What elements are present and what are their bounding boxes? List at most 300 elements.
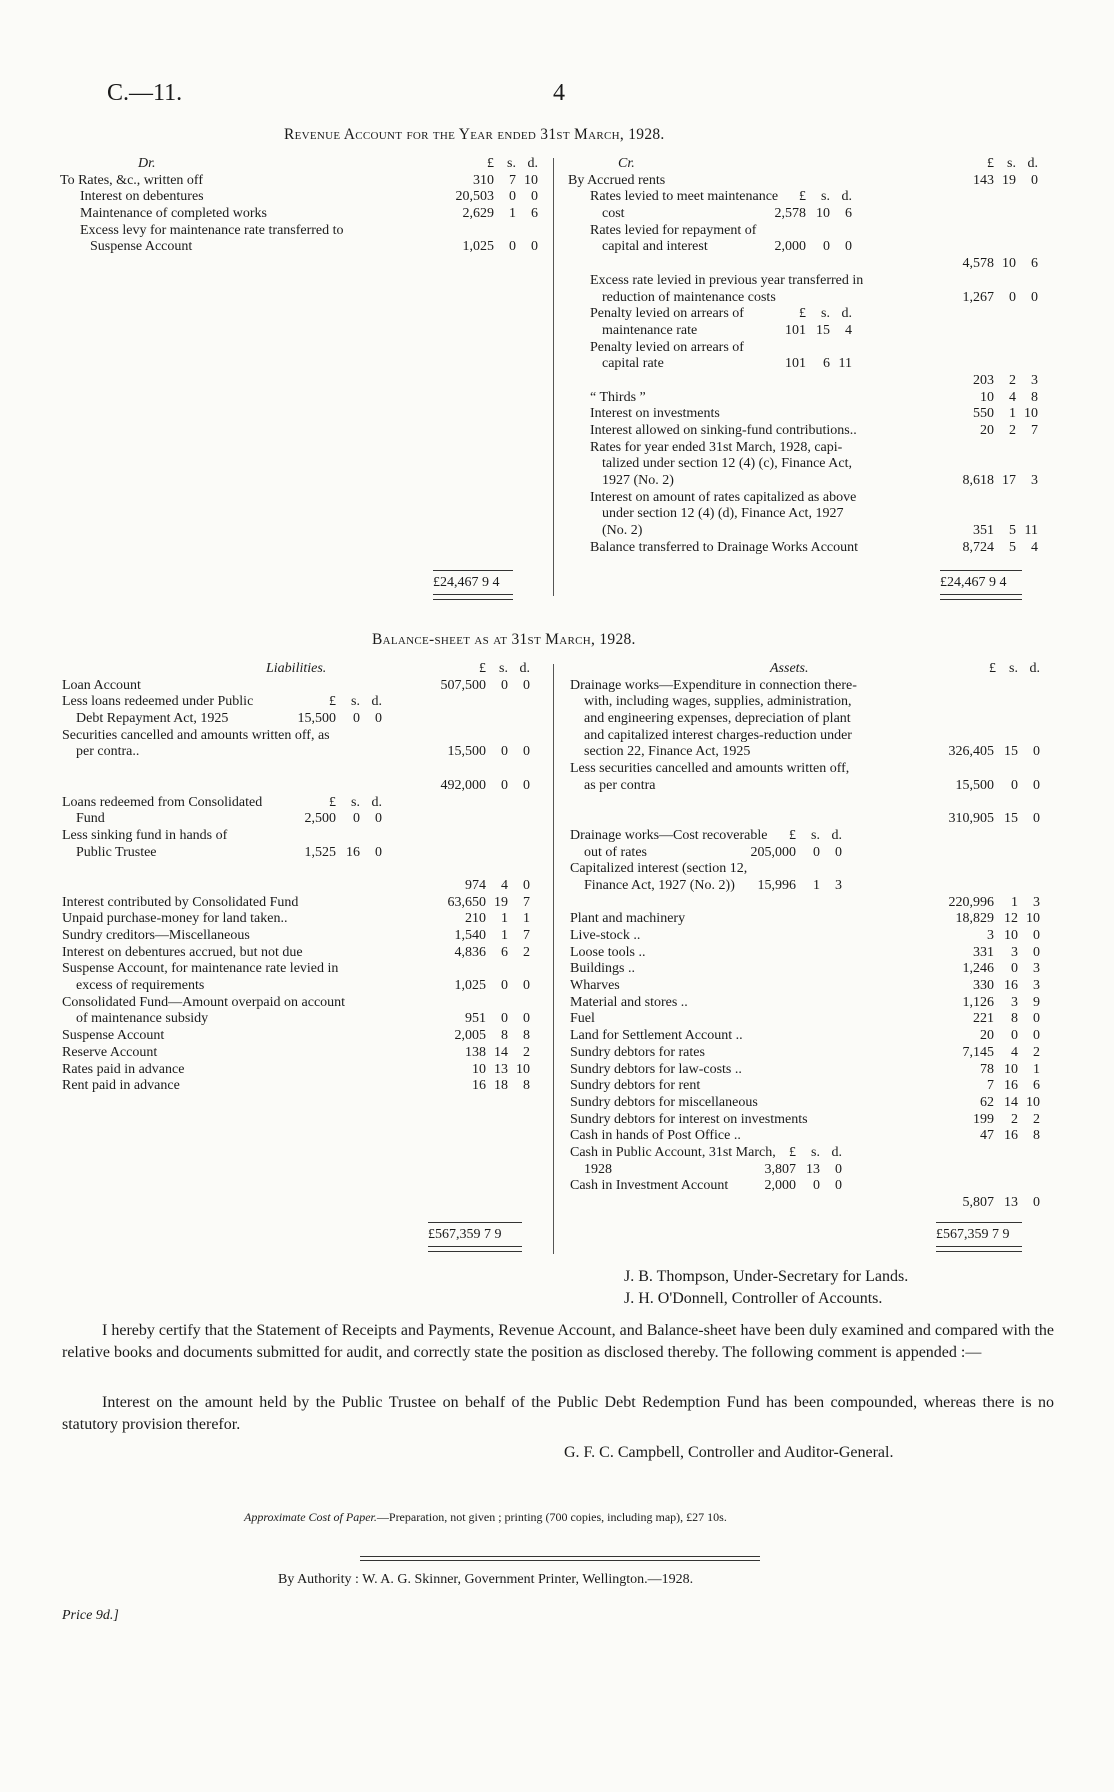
credit-heading: Cr. bbox=[618, 156, 635, 171]
row-label: Fuel bbox=[570, 1011, 595, 1027]
assets-column bbox=[570, 661, 1056, 1212]
row-label: Finance Act, 1927 (No. 2)) bbox=[584, 877, 735, 893]
total-double-rule bbox=[936, 1246, 1022, 1252]
row-label: with, including wages, supplies, administration, bbox=[584, 694, 852, 710]
inner-pounds: £ bbox=[329, 794, 336, 810]
ledger-row bbox=[570, 711, 1056, 728]
amount-pounds: 143 bbox=[973, 172, 994, 188]
amount-pounds: 550 bbox=[973, 406, 994, 422]
ledger-row bbox=[570, 911, 1056, 928]
ledger-row bbox=[570, 895, 1056, 912]
amount-pounds: 1,267 bbox=[962, 289, 994, 305]
row-label: Less sinking fund in hands of bbox=[62, 827, 228, 843]
row-label: Rent paid in advance bbox=[62, 1078, 180, 1094]
inner-pounds: 15,996 bbox=[757, 877, 796, 893]
row-label: of maintenance subsidy bbox=[76, 1011, 209, 1027]
amount-pence: 8 bbox=[1031, 389, 1038, 405]
inner-pounds: 2,500 bbox=[304, 811, 336, 827]
row-label: Securities cancelled and amounts written off, as bbox=[62, 727, 330, 743]
amount-pence: 10 bbox=[516, 1061, 530, 1077]
inner-pounds: 2,578 bbox=[774, 206, 806, 222]
amount-shillings: 3 bbox=[1011, 944, 1018, 960]
ledger-row bbox=[568, 473, 1054, 490]
row-label: Interest on debentures bbox=[80, 189, 204, 205]
ledger-row bbox=[568, 173, 1054, 190]
amount-shillings: 5 bbox=[1009, 539, 1016, 555]
row-label: Maintenance of completed works bbox=[80, 206, 267, 222]
amount-shillings: 0 bbox=[509, 239, 516, 255]
inner-shillings: 13 bbox=[806, 1161, 820, 1177]
total-double-rule bbox=[428, 1246, 522, 1252]
amount-pence: 10 bbox=[524, 172, 538, 188]
row-label: Interest contributed by Consolidated Fund bbox=[62, 894, 299, 910]
ledger-row bbox=[62, 878, 548, 895]
amount-pence: 7 bbox=[523, 928, 530, 943]
row-label: Interest on amount of rates capitalized as above bbox=[590, 489, 857, 505]
ledger-row bbox=[570, 945, 1056, 962]
row-label: as per contra bbox=[584, 777, 656, 793]
ledger-row bbox=[568, 323, 1054, 340]
document-code: C.—11. bbox=[107, 80, 183, 106]
row-label: Reserve Account bbox=[62, 1044, 158, 1060]
amount-shillings: 7 bbox=[509, 172, 516, 188]
amount-shillings: 0 bbox=[501, 978, 508, 994]
assets-heading: Assets. bbox=[770, 661, 809, 676]
ledger-row bbox=[568, 206, 1054, 223]
row-label: reduction of maintenance costs bbox=[602, 289, 776, 305]
price: Price 9d.] bbox=[62, 1608, 119, 1623]
row-label: Fund bbox=[76, 811, 105, 827]
amount-shillings: 5 bbox=[1009, 523, 1016, 539]
inner-pence: 3 bbox=[835, 877, 842, 893]
row-label: Cash in Investment Account bbox=[570, 1178, 729, 1194]
row-label: Public Trustee bbox=[76, 844, 157, 860]
ledger-row bbox=[570, 995, 1056, 1012]
amount-shillings: 14 bbox=[1004, 1094, 1018, 1110]
amount-shillings: 0 bbox=[1011, 961, 1018, 977]
amount-pence: 0 bbox=[1033, 928, 1040, 943]
amount-pence: 0 bbox=[523, 744, 530, 760]
row-label: Interest on investments bbox=[590, 406, 720, 422]
row-label: Rates levied for repayment of bbox=[590, 222, 757, 238]
certificate-paragraph: I hereby certify that the Statement of Receipts and Payments, Revenue Account, and Balance-sheet have been duly examined and compared with the relative books and documents submitted for audit, and correctly state the position as disclosed thereby. The following comment is appended :— bbox=[62, 1322, 1054, 1361]
col-shillings: s. bbox=[1007, 156, 1016, 171]
amount-pounds: 1,025 bbox=[462, 239, 494, 255]
amount-pounds: 138 bbox=[465, 1044, 486, 1060]
amount-pounds: 7 bbox=[987, 1078, 994, 1094]
amount-pence: 6 bbox=[531, 206, 538, 222]
inner-pence: 0 bbox=[375, 711, 382, 727]
row-label: (No. 2) bbox=[602, 523, 643, 539]
row-label: Suspense Account bbox=[62, 1028, 165, 1044]
col-pounds: £ bbox=[987, 156, 994, 171]
inner-shillings: 1 bbox=[813, 877, 820, 893]
inner-pounds: £ bbox=[799, 189, 806, 205]
amount-pence: 0 bbox=[523, 877, 530, 893]
liabilities-heading: Liabilities. bbox=[266, 661, 327, 676]
ledger-row bbox=[568, 356, 1054, 373]
amount-shillings: 0 bbox=[1011, 777, 1018, 793]
amount-shillings: 0 bbox=[509, 189, 516, 205]
ledger-row bbox=[570, 1028, 1056, 1045]
amount-pence: 0 bbox=[1033, 811, 1040, 827]
ledger-row bbox=[568, 390, 1054, 407]
amount-pence: 0 bbox=[1033, 1011, 1040, 1027]
ledger-row bbox=[62, 761, 548, 778]
inner-pence: 0 bbox=[835, 1178, 842, 1194]
total-rule bbox=[940, 570, 1022, 571]
amount-shillings: 19 bbox=[494, 894, 508, 910]
amount-shillings: 16 bbox=[1004, 1128, 1018, 1144]
amount-pounds: 8,618 bbox=[962, 473, 994, 489]
amount-pounds: 4,578 bbox=[962, 256, 994, 272]
column-divider bbox=[553, 158, 554, 596]
amount-shillings: 12 bbox=[1004, 911, 1018, 927]
row-label: Suspense Account, for maintenance rate levied in bbox=[62, 961, 339, 977]
ledger-row bbox=[62, 895, 548, 912]
amount-pence: 0 bbox=[1033, 1195, 1040, 1210]
amount-pence: 8 bbox=[523, 1028, 530, 1044]
col-pence: d. bbox=[519, 661, 530, 676]
ledger-row bbox=[570, 878, 1056, 895]
amount-pence: 8 bbox=[1033, 1128, 1040, 1144]
page-number: 4 bbox=[553, 80, 565, 106]
ledger-row bbox=[568, 406, 1054, 423]
amount-pence: 3 bbox=[1033, 894, 1040, 910]
row-label: Loan Account bbox=[62, 677, 141, 693]
row-label: To Rates, &c., written off bbox=[60, 172, 204, 188]
ledger-row bbox=[570, 795, 1056, 812]
inner-shillings: 0 bbox=[353, 811, 360, 827]
inner-shillings: 16 bbox=[346, 844, 360, 860]
cost-of-paper-note bbox=[244, 1510, 727, 1525]
ledger-row bbox=[568, 456, 1054, 473]
ledger-row bbox=[570, 694, 1056, 711]
ledger-row bbox=[570, 1011, 1056, 1028]
inner-pence: 0 bbox=[845, 239, 852, 255]
amount-pounds: 331 bbox=[973, 944, 994, 960]
inner-pence: 6 bbox=[845, 206, 852, 222]
inner-pounds: 1,525 bbox=[304, 844, 336, 860]
amount-shillings: 2 bbox=[1009, 423, 1016, 438]
amount-shillings: 17 bbox=[1002, 473, 1016, 489]
row-label: Rates paid in advance bbox=[62, 1061, 185, 1077]
amount-pounds: 15,500 bbox=[447, 744, 486, 760]
amount-pounds: 351 bbox=[973, 523, 994, 539]
amount-shillings: 0 bbox=[501, 744, 508, 760]
row-label: per contra.. bbox=[76, 744, 140, 760]
amount-pence: 10 bbox=[1026, 911, 1040, 927]
inner-pounds: 205,000 bbox=[750, 844, 796, 860]
amount-shillings: 4 bbox=[1011, 1044, 1018, 1060]
row-label: Interest allowed on sinking-fund contributions.. bbox=[590, 423, 857, 438]
ledger-row bbox=[570, 845, 1056, 862]
amount-pounds: 8,724 bbox=[962, 539, 994, 555]
amount-shillings: 15 bbox=[1004, 744, 1018, 760]
ledger-row bbox=[62, 678, 548, 695]
inner-pence: d. bbox=[841, 189, 852, 205]
amount-pounds: 326,405 bbox=[948, 744, 994, 760]
amount-pence: 2 bbox=[1033, 1044, 1040, 1060]
amount-shillings: 14 bbox=[494, 1044, 508, 1060]
row-label: section 22, Finance Act, 1925 bbox=[584, 744, 751, 760]
amount-pounds: 20 bbox=[980, 423, 994, 438]
amount-pounds: 3 bbox=[987, 928, 994, 943]
comment-paragraph: Interest on the amount held by the Public Trustee on behalf of the Public Debt Redemption Fund has been compounded, whereas there is no statutory provision therefor. bbox=[62, 1394, 1054, 1433]
row-label: Loans redeemed from Consolidated bbox=[62, 794, 263, 810]
ledger-row bbox=[62, 811, 548, 828]
ledger-row bbox=[570, 728, 1056, 745]
row-label: Drainage works—Expenditure in connection there- bbox=[570, 677, 857, 693]
ledger-row bbox=[60, 189, 546, 206]
cost-label: Approximate Cost of Paper. bbox=[244, 1510, 377, 1524]
amount-shillings: 0 bbox=[501, 777, 508, 793]
row-label: Suspense Account bbox=[90, 239, 193, 255]
amount-pence: 6 bbox=[1031, 256, 1038, 272]
row-label: Excess rate levied in previous year transferred in bbox=[590, 272, 864, 288]
amount-pounds: 2,629 bbox=[462, 206, 494, 222]
ledger-row bbox=[568, 540, 1054, 557]
col-pence: d. bbox=[527, 156, 538, 171]
amount-pence: 0 bbox=[1033, 744, 1040, 760]
row-label: Rates for year ended 31st March, 1928, capi- bbox=[590, 439, 843, 455]
amount-pounds: 1,126 bbox=[962, 994, 994, 1010]
row-label: Excess levy for maintenance rate transferred to bbox=[80, 222, 344, 238]
amount-pence: 10 bbox=[1024, 406, 1038, 422]
amount-shillings: 2 bbox=[1009, 372, 1016, 388]
amount-pence: 8 bbox=[523, 1078, 530, 1094]
inner-pounds: 101 bbox=[785, 356, 806, 372]
inner-pence: d. bbox=[831, 1144, 842, 1160]
row-label: capital and interest bbox=[602, 239, 708, 255]
ledger-row bbox=[62, 778, 548, 795]
ledger-row bbox=[570, 778, 1056, 795]
amount-pounds: 20 bbox=[980, 1028, 994, 1044]
row-label: 1928 bbox=[584, 1161, 612, 1177]
row-label: cost bbox=[602, 206, 625, 222]
amount-pence: 0 bbox=[1031, 289, 1038, 305]
ledger-row bbox=[570, 828, 1056, 845]
inner-pounds: £ bbox=[799, 306, 806, 322]
amount-shillings: 1 bbox=[1009, 406, 1016, 422]
inner-pounds: 2,000 bbox=[764, 1178, 796, 1194]
row-label: Sundry debtors for interest on investments bbox=[570, 1111, 808, 1127]
row-label: Land for Settlement Account .. bbox=[570, 1028, 743, 1044]
row-label: out of rates bbox=[584, 844, 647, 860]
row-label: 1927 (No. 2) bbox=[602, 473, 674, 489]
inner-shillings: 0 bbox=[813, 1178, 820, 1194]
inner-shillings: 6 bbox=[823, 356, 830, 372]
row-label: Less loans redeemed under Public bbox=[62, 694, 254, 710]
ledger-row bbox=[62, 961, 548, 978]
amount-shillings: 16 bbox=[1004, 978, 1018, 994]
inner-shillings: 0 bbox=[813, 844, 820, 860]
amount-pence: 3 bbox=[1033, 961, 1040, 977]
inner-pence: 0 bbox=[835, 1161, 842, 1177]
row-label: Buildings .. bbox=[570, 961, 635, 977]
ledger-row bbox=[60, 223, 546, 240]
signature-auditor-general: G. F. C. Campbell, Controller and Auditor-General. bbox=[564, 1444, 894, 1461]
ledger-row bbox=[60, 206, 546, 223]
inner-pounds: £ bbox=[789, 1144, 796, 1160]
amount-pence: 11 bbox=[1024, 523, 1038, 539]
row-label: Loose tools .. bbox=[570, 944, 646, 960]
ledger-row bbox=[568, 290, 1054, 307]
amount-pounds: 1,246 bbox=[962, 961, 994, 977]
row-label: Consolidated Fund—Amount overpaid on account bbox=[62, 994, 346, 1010]
inner-shillings: s. bbox=[351, 794, 360, 810]
amount-shillings: 4 bbox=[501, 877, 508, 893]
row-label: Less securities cancelled and amounts written off, bbox=[570, 761, 850, 777]
col-shillings: s. bbox=[1009, 661, 1018, 676]
ledger-row bbox=[62, 1028, 548, 1045]
amount-pounds: 974 bbox=[465, 877, 486, 893]
amount-shillings: 10 bbox=[1004, 1061, 1018, 1077]
inner-pence: 4 bbox=[845, 322, 852, 338]
inner-pence: 0 bbox=[375, 811, 382, 827]
ledger-row bbox=[568, 440, 1054, 457]
inner-shillings: 10 bbox=[816, 206, 830, 222]
ledger-row bbox=[62, 978, 548, 995]
ledger-row bbox=[62, 694, 548, 711]
row-label: Cash in hands of Post Office .. bbox=[570, 1128, 741, 1144]
inner-shillings: s. bbox=[821, 189, 830, 205]
signature-under-secretary: J. B. Thompson, Under-Secretary for Lands. bbox=[624, 1268, 909, 1285]
amount-pence: 0 bbox=[523, 777, 530, 793]
amount-shillings: 1 bbox=[1011, 894, 1018, 910]
amount-pounds: 63,650 bbox=[447, 894, 486, 910]
inner-pence: 0 bbox=[835, 844, 842, 860]
amount-pence: 2 bbox=[1033, 1111, 1040, 1127]
debit-heading: Dr. bbox=[138, 156, 156, 171]
ledger-row bbox=[62, 845, 548, 862]
ledger-row bbox=[568, 189, 1054, 206]
inner-pence: d. bbox=[831, 827, 842, 843]
ledger-row bbox=[62, 711, 548, 728]
revenue-credit-column bbox=[568, 156, 1054, 557]
inner-pounds: 3,807 bbox=[764, 1161, 796, 1177]
ledger-row bbox=[570, 1128, 1056, 1145]
column-divider bbox=[553, 664, 554, 1254]
inner-pounds: £ bbox=[789, 827, 796, 843]
amount-pence: 6 bbox=[1033, 1078, 1040, 1094]
amount-pence: 0 bbox=[531, 239, 538, 255]
inner-pence: d. bbox=[371, 694, 382, 710]
ledger-row bbox=[60, 239, 546, 256]
revenue-account-title: Revenue Account for the Year ended 31st March, 1928. bbox=[284, 126, 665, 143]
ledger-row bbox=[62, 1078, 548, 1095]
ledger-row bbox=[570, 1145, 1056, 1162]
ledger-row bbox=[570, 1178, 1056, 1195]
amount-shillings: 10 bbox=[1004, 928, 1018, 943]
inner-pounds: 2,000 bbox=[774, 239, 806, 255]
footer-rule bbox=[360, 1556, 760, 1557]
row-label: maintenance rate bbox=[602, 322, 698, 338]
amount-pounds: 62 bbox=[980, 1094, 994, 1110]
ledger-row bbox=[568, 273, 1054, 290]
amount-pence: 0 bbox=[1033, 777, 1040, 793]
inner-pounds: 101 bbox=[785, 322, 806, 338]
amount-pounds: 10 bbox=[472, 1061, 486, 1077]
amount-shillings: 1 bbox=[501, 911, 508, 927]
amount-shillings: 0 bbox=[1011, 1028, 1018, 1044]
amount-pounds: 5,807 bbox=[962, 1195, 994, 1210]
total-double-rule bbox=[940, 594, 1022, 600]
amount-shillings: 8 bbox=[1011, 1011, 1018, 1027]
amount-pounds: 1,540 bbox=[454, 928, 486, 943]
ledger-row bbox=[568, 373, 1054, 390]
row-label: excess of requirements bbox=[76, 978, 205, 994]
ledger-row bbox=[570, 678, 1056, 695]
col-shillings: s. bbox=[507, 156, 516, 171]
inner-pence: 11 bbox=[838, 356, 852, 372]
ledger-row bbox=[62, 995, 548, 1012]
amount-pence: 3 bbox=[1031, 473, 1038, 489]
row-label: Live-stock .. bbox=[570, 928, 641, 943]
inner-shillings: 0 bbox=[823, 239, 830, 255]
row-label: and engineering expenses, depreciation of plant bbox=[584, 711, 851, 727]
ledger-row bbox=[62, 945, 548, 962]
ledger-row bbox=[62, 728, 548, 745]
inner-shillings: s. bbox=[811, 1144, 820, 1160]
amount-pence: 0 bbox=[523, 1011, 530, 1027]
row-label: Unpaid purchase-money for land taken.. bbox=[62, 911, 288, 927]
row-label: Sundry debtors for miscellaneous bbox=[570, 1094, 758, 1110]
inner-shillings: 0 bbox=[353, 711, 360, 727]
amount-shillings: 19 bbox=[1002, 172, 1016, 188]
amount-shillings: 1 bbox=[501, 928, 508, 943]
row-label: Cash in Public Account, 31st March, bbox=[570, 1144, 776, 1160]
row-label: “ Thirds ” bbox=[590, 389, 646, 405]
amount-pence: 0 bbox=[1033, 1028, 1040, 1044]
col-pence: d. bbox=[1027, 156, 1038, 171]
inner-shillings: 15 bbox=[816, 322, 830, 338]
ledger-row bbox=[570, 811, 1056, 828]
row-label: Sundry debtors for rent bbox=[570, 1078, 701, 1094]
ledger-row bbox=[62, 928, 548, 945]
ledger-row bbox=[570, 1062, 1056, 1079]
ledger-row bbox=[60, 173, 546, 190]
credit-total: £24,467 9 4 bbox=[940, 575, 1007, 590]
inner-pounds: 15,500 bbox=[297, 711, 336, 727]
debit-total: £24,467 9 4 bbox=[433, 575, 500, 590]
amount-shillings: 0 bbox=[501, 677, 508, 693]
amount-pounds: 2,005 bbox=[454, 1028, 486, 1044]
amount-shillings: 16 bbox=[1004, 1078, 1018, 1094]
amount-pence: 0 bbox=[531, 189, 538, 205]
ledger-row bbox=[568, 340, 1054, 357]
amount-pence: 3 bbox=[1033, 978, 1040, 994]
ledger-row bbox=[570, 1162, 1056, 1179]
total-rule bbox=[428, 1222, 522, 1223]
col-pence: d. bbox=[1029, 661, 1040, 676]
row-label: Rates levied to meet maintenance bbox=[590, 189, 779, 205]
amount-pounds: 492,000 bbox=[440, 777, 486, 793]
ledger-row bbox=[568, 523, 1054, 540]
ledger-row bbox=[62, 795, 548, 812]
amount-pounds: 951 bbox=[465, 1011, 486, 1027]
amount-pence: 9 bbox=[1033, 994, 1040, 1010]
amount-shillings: 3 bbox=[1011, 994, 1018, 1010]
row-label: Sundry creditors—Miscellaneous bbox=[62, 928, 250, 943]
amount-shillings: 10 bbox=[1002, 256, 1016, 272]
amount-pounds: 203 bbox=[973, 372, 994, 388]
assets-total: £567,359 7 9 bbox=[936, 1227, 1010, 1242]
inner-pounds: £ bbox=[329, 694, 336, 710]
ledger-row bbox=[568, 256, 1054, 273]
amount-shillings: 1 bbox=[509, 206, 516, 222]
ledger-row bbox=[568, 490, 1054, 507]
